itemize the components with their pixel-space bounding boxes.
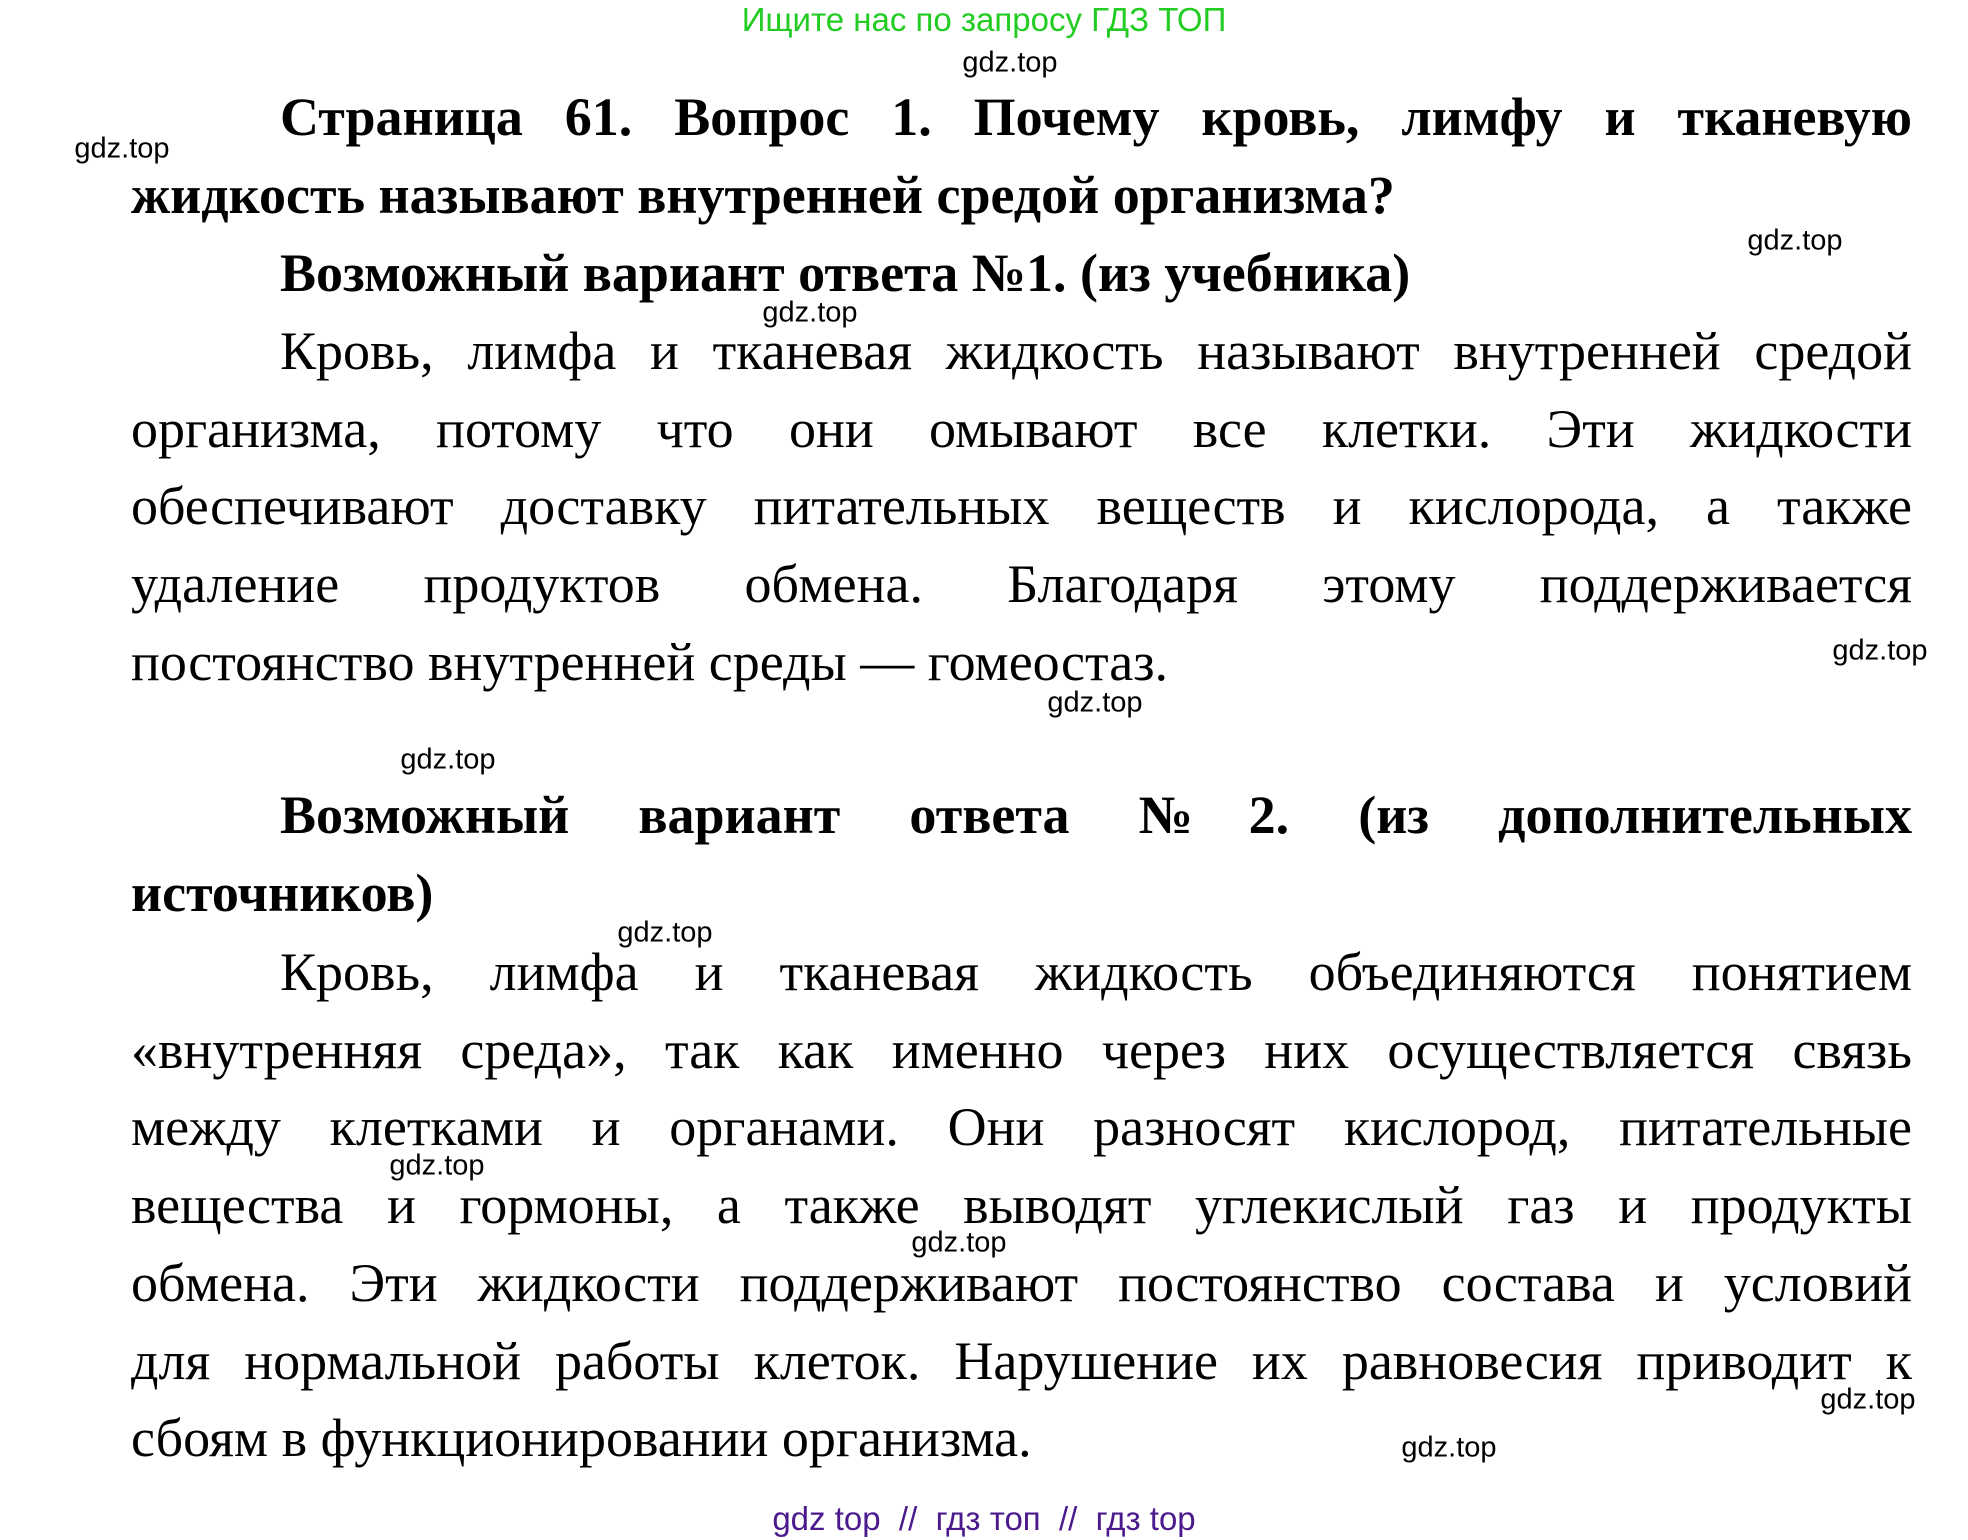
answer2-text-line: Кровь, лимфа и тканевая жидкость объединяются понятием [280,942,1912,1002]
answer1-text-line: удаление продуктов обмена. Благодаря этому поддерживается [131,554,1912,615]
watermark-text: gdz.top [74,132,170,165]
watermark-text: gdz.top [1820,1383,1916,1416]
watermark-text: gdz.top [1832,634,1928,667]
answer2-heading-line: источников) [131,862,434,923]
search-banner: Ищите нас по запросу ГДЗ ТОП [741,1,1227,38]
answer2-text-line: для нормальной работы клеток. Нарушение их равновесия приводит к [131,1330,1912,1391]
answer1-text-line: обеспечивают доставку питательных веществ и кислорода, а также [131,476,1912,537]
answer2-text-line: между клетками и органами. Они разносят кислород, питательные [131,1097,1912,1158]
watermark-text: gdz.top [1047,686,1143,719]
answer2-text-line: «внутренняя среда», так как именно через них осуществляется связь [131,1019,1912,1080]
question-heading-line: жидкость называют внутренней средой организма? [131,164,1395,225]
watermark-text: gdz.top [389,1149,485,1182]
watermark-text: gdz.top [762,296,858,329]
watermark-text: gdz.top [1401,1431,1497,1464]
answer1-heading-line: Возможный вариант ответа №1. (из учебника) [280,243,1411,303]
question-heading-line: Страница 61. Вопрос 1. Почему кровь, лимфу и тканевую [280,87,1912,147]
watermark-text: gdz.top [962,46,1058,79]
answer2-heading-line: Возможный вариант ответа №2. (из дополнительных [280,785,1912,845]
watermark-text: gdz.top [1747,224,1843,257]
watermark-text: gdz.top [400,743,496,776]
footer-links: gdz top // гдз топ // гдз top [772,1500,1196,1537]
answer1-text-line: Кровь, лимфа и тканевая жидкость называют внутренней средой [280,321,1912,381]
answer1-text-line: организма, потому что они омывают все клетки. Эти жидкости [131,398,1912,459]
watermark-text: gdz.top [911,1226,1007,1259]
answer2-text-line: сбоям в функционировании организма. [131,1408,1032,1469]
answer1-text-line: постоянство внутренней среды — гомеостаз. [131,631,1169,692]
answer2-text-line: обмена. Эти жидкости поддерживают постоянство состава и условий [131,1252,1912,1313]
watermark-text: gdz.top [617,916,713,949]
answer2-text-line: вещества и гормоны, а также выводят углекислый газ и продукты [131,1175,1912,1236]
